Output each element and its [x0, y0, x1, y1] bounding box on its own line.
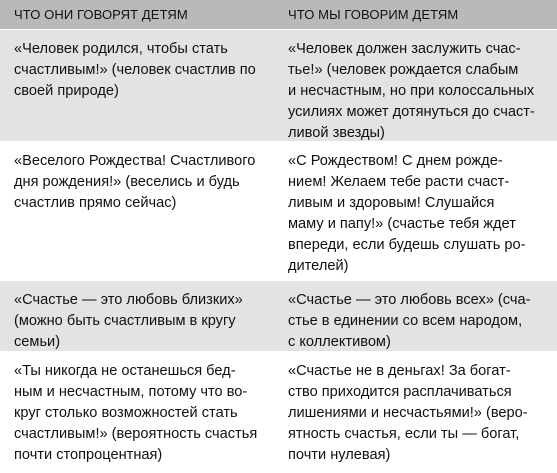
row-left-cell: «Ты никогда не останешься бед- ным и несчастным, потому что во- круг столько возможностей стать счастливым!» (вероятность счастья почти стопроцентная)	[14, 363, 258, 463]
row-left-cell: «Веселого Рождества! Счастливого дня рождения!» (веселись и будь счастлив прямо сейчас)	[14, 153, 256, 211]
row-right-cell: «Человек должен заслужить счас- тье!» (человек рождается слабым и несчастным, но при колоссальных усилиях может дотянуться до счаст- ливой звезды)	[288, 41, 535, 141]
row-right-cell: «Счастье не в деньгах! За богат- ство приходится расплачиваться лишениями и несчастьями!» (веро- ятность счастья, если ты — богат, почти нулевая)	[288, 363, 528, 463]
header-right: ЧТО МЫ ГОВОРИМ ДЕТЯМ	[288, 7, 459, 22]
table-header	[0, 0, 557, 29]
table-row	[0, 280, 557, 351]
table-row	[0, 29, 557, 141]
row-right-cell: «С Рождеством! С днем рожде- нием! Желаем тебе расти счаст- ливым и здоровым! Слушайся маму и папу!» (счастье тебя ждет впереди, если будешь слушать ро- дителей)	[288, 153, 526, 274]
table-row	[0, 141, 557, 280]
row-left-cell: «Человек родился, чтобы стать счастливым!» (человек счастлив по своей природе)	[14, 41, 256, 99]
table-row	[0, 351, 557, 473]
row-left-cell: «Счастье — это любовь близких» (можно быть счастливым в кругу семьи)	[14, 292, 243, 350]
header-left: ЧТО ОНИ ГОВОРЯТ ДЕТЯМ	[14, 7, 188, 22]
row-right-cell: «Счастье — это любовь всех» (сча- стье в единении со всем народом, с коллективом)	[288, 292, 531, 350]
